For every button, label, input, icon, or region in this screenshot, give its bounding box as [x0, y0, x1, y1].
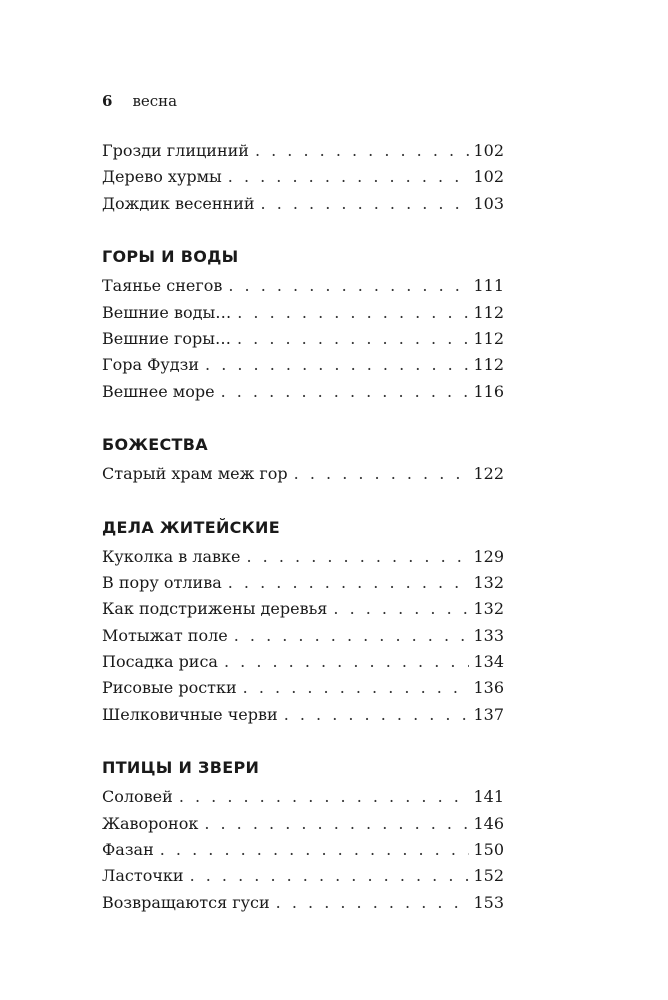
dot-leader	[243, 675, 470, 701]
section-title: ПТИЦЫ И ЗВЕРИ	[102, 758, 260, 778]
dot-leader	[205, 352, 469, 378]
entry-page-number: 141	[473, 787, 504, 807]
entry-page-number: 102	[473, 167, 504, 187]
dot-leader	[255, 138, 470, 164]
toc-entry[interactable]	[102, 784, 504, 810]
entry-title: В пору отлива	[102, 572, 222, 592]
toc-section	[102, 243, 504, 405]
entry-title: Шелковичные черви	[102, 704, 278, 724]
toc-section	[102, 754, 504, 916]
toc-entry[interactable]	[102, 649, 504, 675]
dot-leader	[224, 649, 469, 675]
entry-page-number: 112	[473, 302, 504, 322]
entry-page-number: 146	[473, 813, 504, 833]
dot-leader	[221, 379, 470, 405]
entry-title: Таянье снегов	[102, 276, 223, 296]
dot-leader	[284, 702, 470, 728]
toc-entry[interactable]	[102, 352, 504, 378]
dot-leader	[276, 890, 470, 916]
entry-title: Куколка в лавке	[102, 546, 241, 566]
toc-section	[102, 514, 504, 729]
toc-entry[interactable]	[102, 544, 504, 570]
section-title: ДЕЛА ЖИТЕЙСКИЕ	[102, 517, 280, 537]
dot-leader	[294, 461, 470, 487]
entry-title: Жаворонок	[102, 813, 199, 833]
entry-title: Вешние воды…	[102, 302, 232, 322]
entry-title: Рисовые ростки	[102, 678, 237, 698]
entry-page-number: 103	[473, 193, 504, 213]
toc-entry[interactable]	[102, 837, 504, 863]
entry-page-number: 153	[473, 892, 504, 912]
toc-entry[interactable]	[102, 570, 504, 596]
entry-title: Фазан	[102, 840, 154, 860]
entry-page-number: 102	[473, 141, 504, 160]
entry-page-number: 133	[473, 625, 504, 645]
entry-page-number: 132	[473, 599, 504, 619]
entry-page-number: 132	[473, 572, 504, 592]
toc-entry[interactable]	[102, 811, 504, 837]
entry-title: Возвращаются гуси	[102, 892, 270, 912]
entry-title: Вешние горы…	[102, 328, 231, 348]
toc-entry[interactable]	[102, 461, 504, 487]
entry-title: Как подстрижены деревья	[102, 599, 328, 619]
dot-leader	[204, 811, 469, 837]
table-of-contents	[102, 138, 504, 942]
entry-title: Гора Фудзи	[102, 355, 200, 375]
dot-leader	[179, 784, 470, 810]
toc-entry[interactable]	[102, 675, 504, 701]
entry-page-number: 111	[473, 276, 504, 296]
dot-leader	[333, 596, 469, 622]
chapter-name: весна	[132, 92, 178, 110]
toc-entry[interactable]	[102, 191, 504, 217]
entry-page-number: 122	[473, 464, 504, 484]
dot-leader	[228, 273, 469, 299]
dot-leader	[190, 863, 470, 889]
entry-page-number: 112	[473, 355, 504, 375]
entry-title: Ласточки	[102, 866, 184, 886]
toc-section	[102, 138, 504, 217]
section-title: ГОРЫ И ВОДЫ	[102, 247, 239, 267]
dot-leader	[228, 570, 470, 596]
dot-leader	[247, 544, 470, 570]
entry-page-number: 134	[473, 652, 504, 672]
toc-entry[interactable]	[102, 863, 504, 889]
entry-page-number: 129	[473, 546, 504, 566]
toc-entry[interactable]	[102, 596, 504, 622]
entry-title: Грозди глициний	[102, 141, 249, 160]
entry-title: Дерево хурмы	[102, 167, 222, 187]
entry-page-number: 137	[473, 704, 504, 724]
entry-title: Соловей	[102, 787, 173, 807]
toc-entry[interactable]	[102, 379, 504, 405]
entry-page-number: 112	[473, 328, 504, 348]
toc-entry[interactable]	[102, 702, 504, 728]
dot-leader	[234, 623, 470, 649]
entry-page-number: 150	[473, 840, 504, 860]
entry-title: Дождик весенний	[102, 193, 255, 213]
toc-entry[interactable]	[102, 164, 504, 190]
dot-leader	[237, 300, 469, 326]
entry-title: Вешнее море	[102, 381, 215, 401]
entry-title: Посадка риса	[102, 652, 218, 672]
entry-page-number: 152	[473, 866, 504, 886]
page-number: 6	[102, 92, 113, 110]
entry-title: Старый храм меж гор	[102, 464, 288, 484]
running-header	[102, 92, 177, 110]
entry-page-number: 136	[473, 678, 504, 698]
dot-leader	[160, 837, 470, 863]
dot-leader	[237, 326, 469, 352]
toc-entry[interactable]	[102, 273, 504, 299]
toc-entry[interactable]	[102, 138, 504, 164]
toc-entry[interactable]	[102, 890, 504, 916]
dot-leader	[228, 164, 470, 190]
toc-entry[interactable]	[102, 623, 504, 649]
toc-entry[interactable]	[102, 326, 504, 352]
entry-page-number: 116	[473, 381, 504, 401]
section-title: БОЖЕСТВА	[102, 435, 208, 455]
dot-leader	[261, 191, 470, 217]
entry-title: Мотыжат поле	[102, 625, 228, 645]
toc-section	[102, 431, 504, 487]
toc-entry[interactable]	[102, 300, 504, 326]
